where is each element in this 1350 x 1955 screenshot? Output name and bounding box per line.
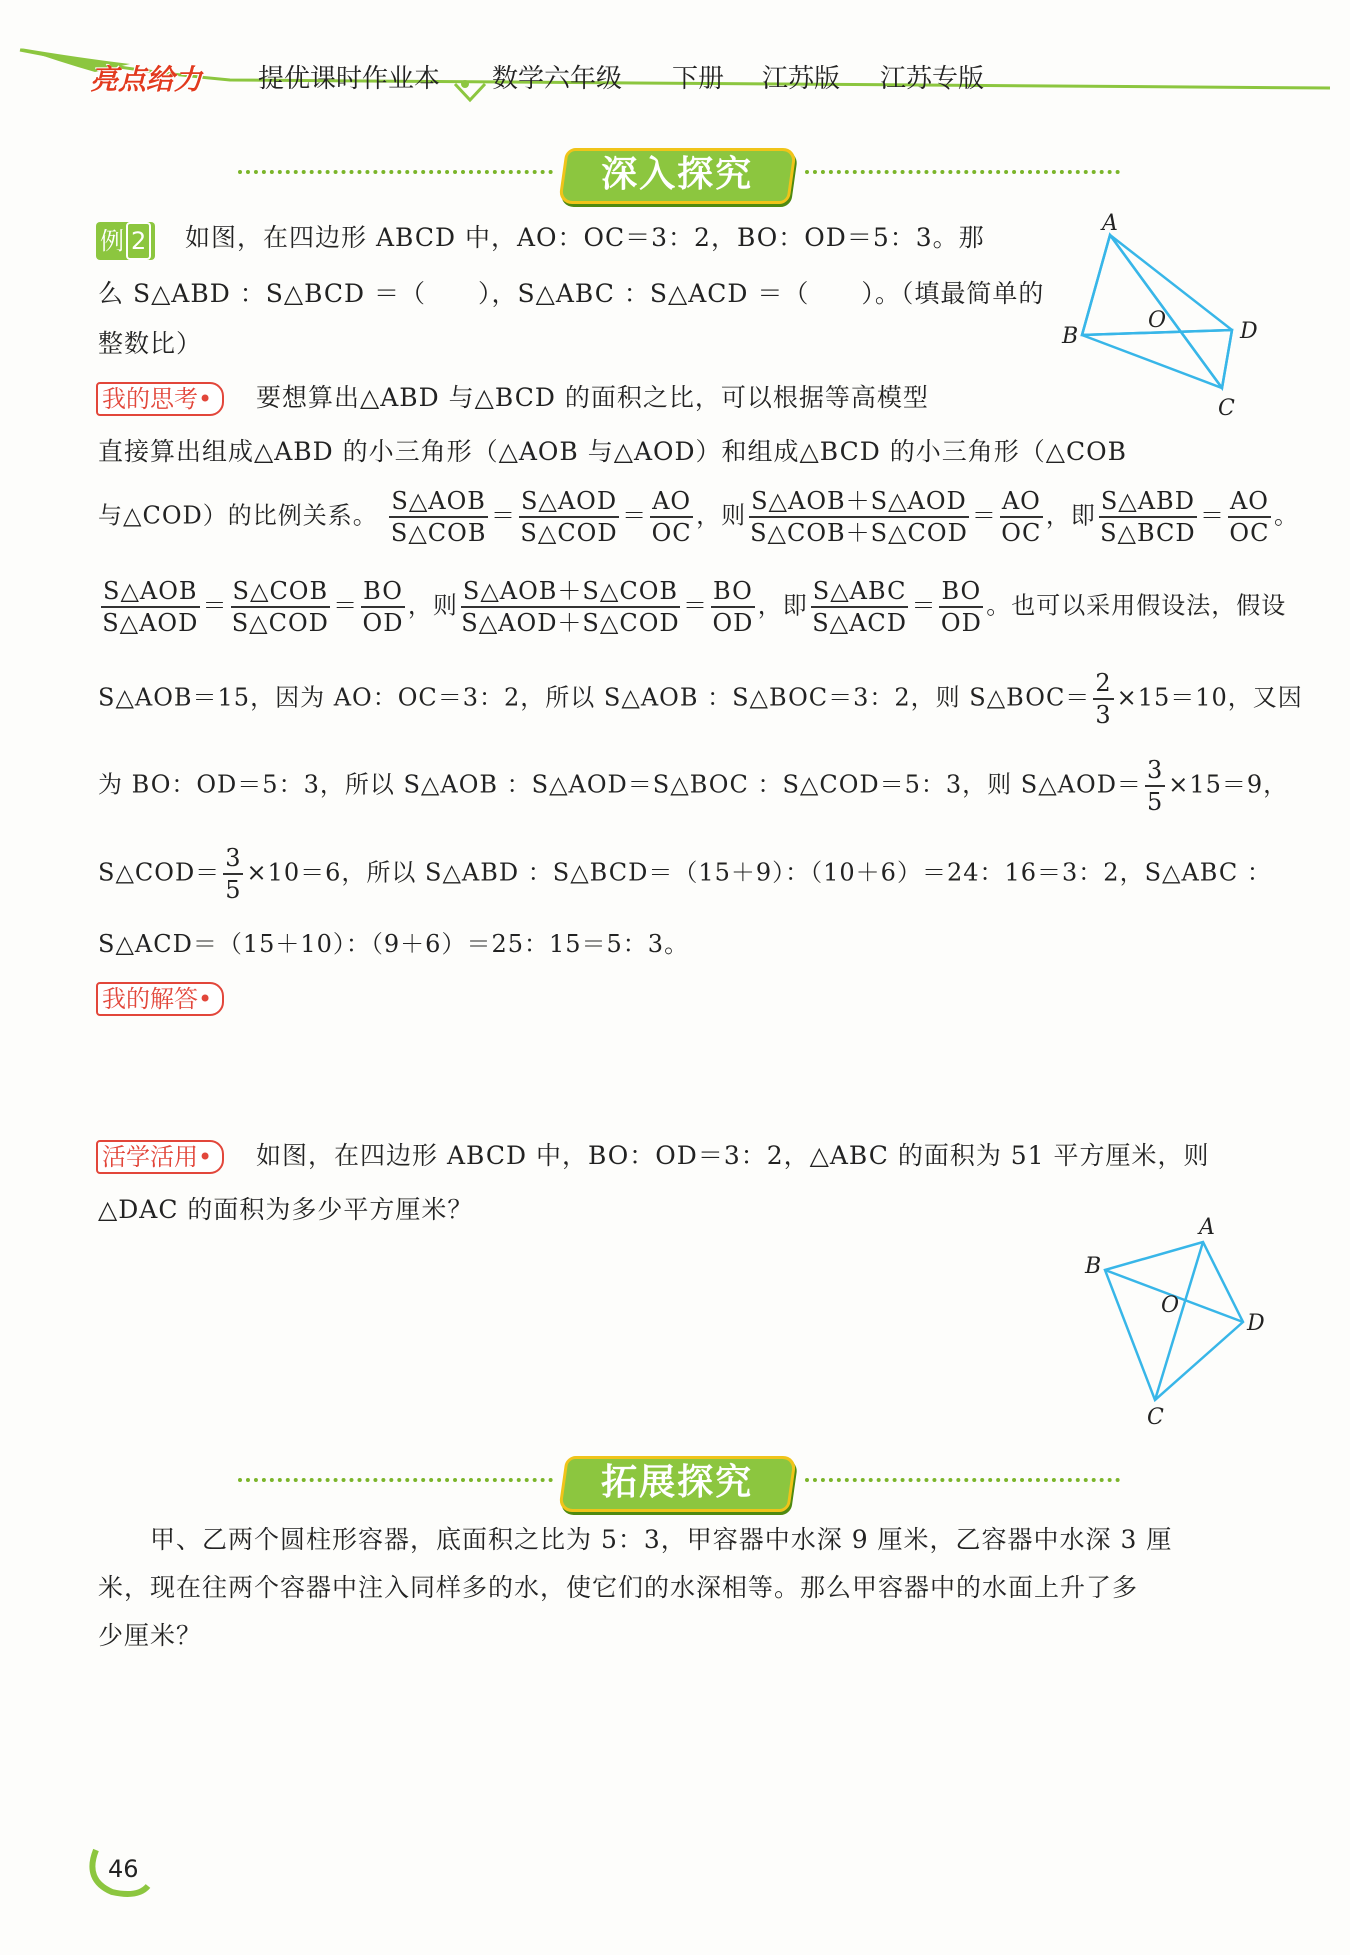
- practice-line1: 如图，在四边形 ABCD 中，BO：OD＝3：2，△ABC 的面积为 51 平方厘米，则: [256, 1141, 1210, 1170]
- fig1-label-b: B: [1062, 324, 1079, 349]
- fig2-label-c: C: [1147, 1405, 1164, 1430]
- fig1-label-a: A: [1102, 211, 1118, 236]
- banner2-dots-right: [805, 1478, 1120, 1482]
- banner-dots-right: [805, 170, 1120, 174]
- practice-line2: △DAC 的面积为多少平方厘米？: [98, 1195, 474, 1224]
- thinking-line1: 要想算出△ABD 与△BCD 的面积之比，可以根据等高模型: [256, 383, 929, 412]
- example-text-line2: 么 S△ABD ：S△BCD ＝（ ），S△ABC ：S△ACD ＝（ ）。（填最简单的: [98, 279, 1045, 308]
- example-text-line3: 整数比）: [98, 329, 203, 358]
- fig2-label-o: O: [1161, 1293, 1180, 1318]
- example-text-line1: 如图，在四边形 ABCD 中，AO：OC＝3：2，BO：OD＝5：3。那: [185, 223, 985, 252]
- banner-dots-left: [238, 170, 553, 174]
- section-banner-extension: 拓展探究: [558, 1456, 797, 1512]
- quadrilateral-figure-1: [1050, 210, 1280, 420]
- book-title: 提优课时作业本: [258, 64, 441, 94]
- fig2-label-b: B: [1085, 1254, 1102, 1279]
- extension-line2: 米，现在往两个容器中注入同样多的水，使它们的水深相等。那么甲容器中的水面上升了多: [98, 1573, 1139, 1602]
- special-edition-label: 江苏专版: [880, 64, 985, 94]
- example-tag: 例 2: [96, 222, 155, 260]
- thinking-line6: 为 BO：OD＝5：3，所以 S△AOB ：S△AOD＝S△BOC ：S△COD＝5：3，则 S△AOD＝ $\frac{3}{5}$ ×15＝9，: [98, 756, 1289, 816]
- fig1-label-d: D: [1240, 319, 1258, 344]
- quadrilateral-figure-2: [1075, 1210, 1285, 1430]
- thinking-formula-line3: 与△COD）的比例关系。 $\frac{\text{S△AOB}}{\text{S△COB}}$ ＝ $\frac{\text{S△AOD}}{\text{S△COD}}$ ＝ $\frac{AO}{OC}$ ，则 $\frac{\text{S△AOB＋S△AOD}}{\text{S△COB＋S△COD}}$ ＝ $\frac{AO}{OC}$ ，即 $\frac{\text{S△ABD}}{\text{S△BCD}}$ ＝ $\frac{AO}{OC}$ 。: [98, 487, 1299, 547]
- fig2-label-a: A: [1199, 1215, 1215, 1240]
- banner2-dots-left: [238, 1478, 553, 1482]
- fig2-label-d: D: [1247, 1311, 1265, 1336]
- thinking-formula-line4: $\frac{\text{S△AOB}}{\text{S△AOD}}$ ＝ $\frac{\text{S△COB}}{\text{S△COD}}$ ＝ $\frac{BO}{OD}$ ，则 $\frac{\text{S△AOB＋S△COB}}{\text{S△AOD＋S△COD}}$ ＝ $\frac{BO}{OD}$ ，即 $\frac{\text{S△ABC}}{\text{S△ACD}}$ ＝ $\frac{BO}{OD}$ 。也可以采用假设法，假设: [102, 577, 1287, 637]
- thinking-line7: S△COD＝ $\frac{3}{5}$ ×10＝6，所以 S△ABD ：S△BCD＝（15＋9）：（10＋6）＝24：16＝3：2，S△ABC ：: [98, 844, 1272, 904]
- grade-label: 数学六年级: [492, 64, 623, 94]
- thinking-line8: S△ACD＝（15＋10）：（9＋6）＝25：15＝5：3。: [98, 930, 690, 958]
- thinking-line5: S△AOB＝15，因为 AO：OC＝3：2，所以 S△AOB ：S△BOC＝3：2，则 S△BOC＝ $\frac{2}{3}$ ×15＝10，又因: [98, 669, 1303, 729]
- extension-line3: 少厘米？: [98, 1621, 203, 1650]
- edition-label: 江苏版: [762, 64, 841, 94]
- fig1-label-o: O: [1148, 308, 1167, 333]
- section-banner-deep-inquiry: 深入探究: [558, 148, 797, 204]
- fig1-label-c: C: [1218, 396, 1235, 420]
- my-thinking-tag: 我的思考 •: [96, 382, 224, 416]
- thinking-line2: 直接算出组成△ABD 的小三角形（△AOB 与△AOD）和组成△BCD 的小三角形（△COB: [98, 437, 1127, 466]
- page-number: 46: [108, 1855, 139, 1883]
- my-answer-tag: 我的解答 •: [96, 982, 224, 1016]
- brand-logo: 亮点给力: [90, 63, 203, 96]
- volume-label: 下册: [672, 64, 725, 94]
- extension-line1: 甲、乙两个圆柱形容器，底面积之比为 5：3，甲容器中水深 9 厘米，乙容器中水深 3 厘: [150, 1525, 1173, 1554]
- practice-tag: 活学活用 •: [96, 1140, 224, 1174]
